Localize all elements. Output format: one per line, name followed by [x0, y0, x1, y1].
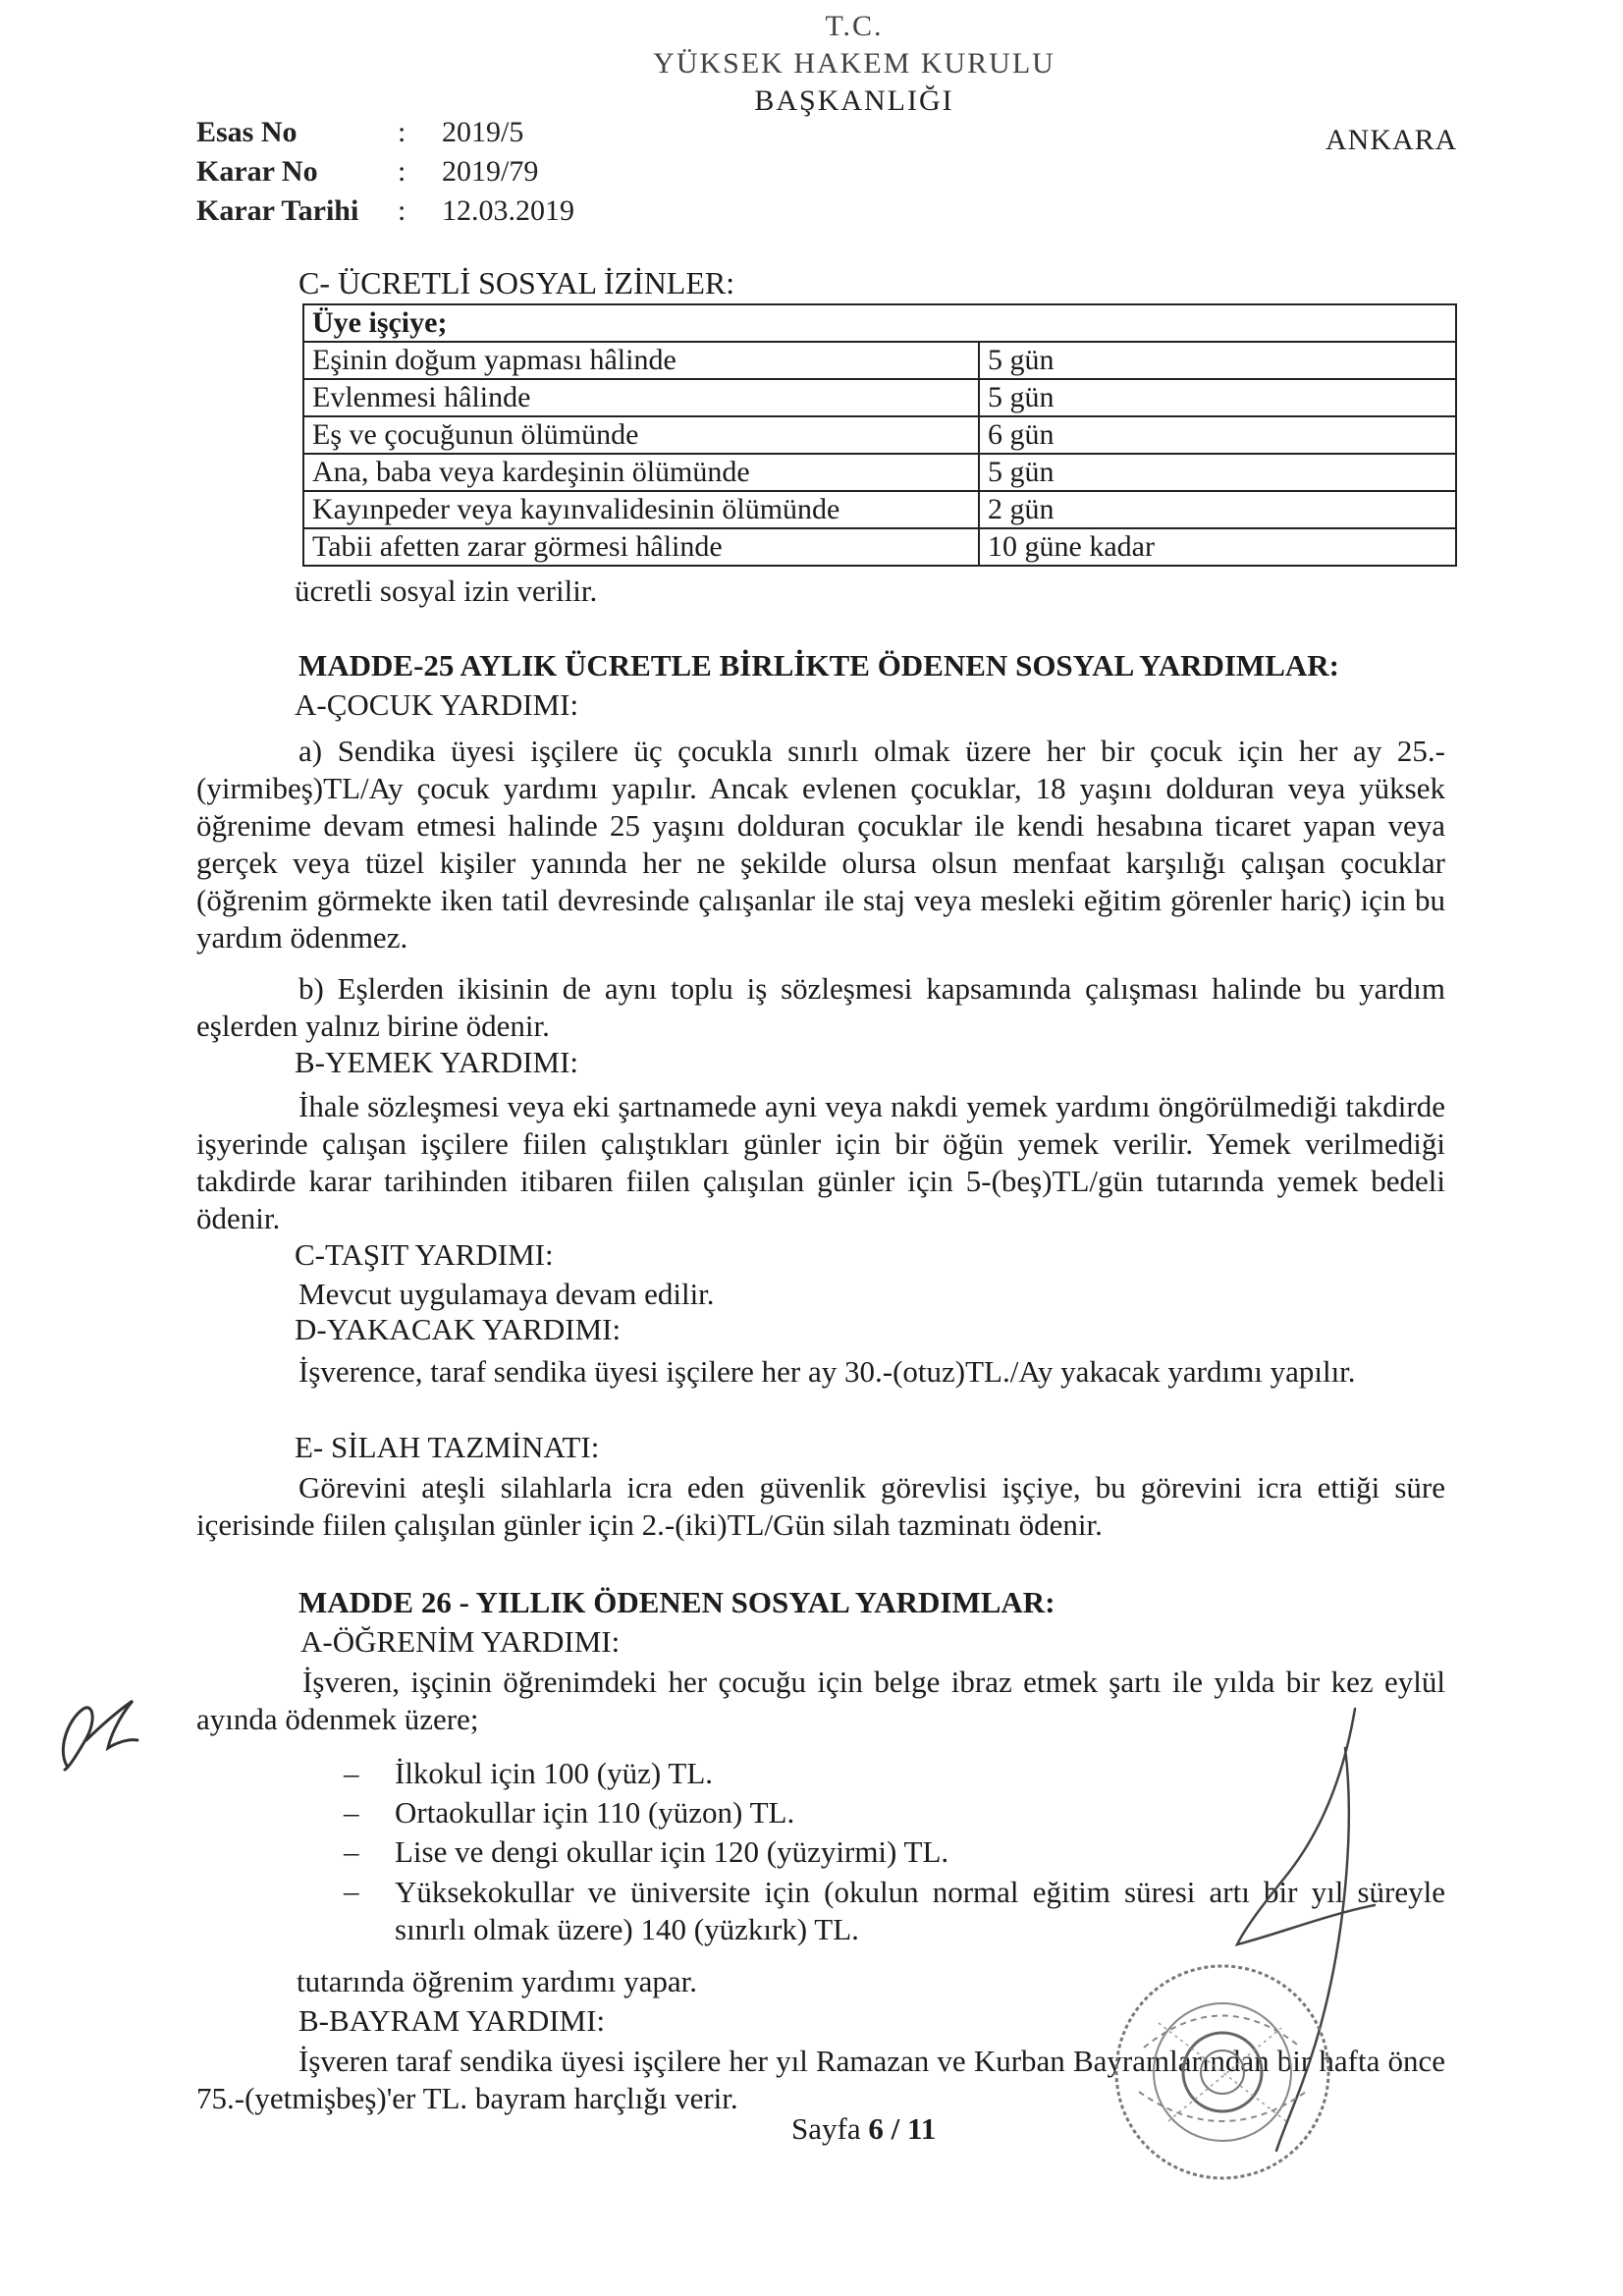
madde26-title: MADDE 26 - YILLIK ÖDENEN SOSYAL YARDIMLAR:	[298, 1585, 1055, 1619]
meta-colon: :	[398, 116, 406, 148]
table-header-cell: Üye işçiye;	[303, 304, 1456, 342]
madde26-a-intro: İşveren, işçinin öğrenimdeki her çocuğu için belge ibraz etmek şartı ile yılda bir kez eylül ayında ödenmek üzere;	[196, 1665, 1445, 1736]
madde26-b-p: İşveren taraf sendika üyesi işçilere her yıl Ramazan ve Kurban Bayramlarından bir hafta önce 75.-(yetmişbeş)'er TL. bayram harçlığı verir.	[196, 2044, 1445, 2115]
leave-event: Evlenmesi hâlinde	[303, 379, 979, 416]
list-dash: –	[344, 1834, 359, 1869]
section-c-footer: ücretli sosyal izin verilir.	[295, 574, 598, 608]
section-c-title: C- ÜCRETLİ SOSYAL İZİNLER:	[298, 265, 735, 301]
madde25-c-title: C-TAŞIT YARDIMI:	[295, 1237, 554, 1272]
madde25-c-p: Mevcut uygulamaya devam edilir.	[298, 1277, 715, 1311]
page-number	[791, 2111, 936, 2147]
list-dash: –	[344, 1874, 359, 1908]
list-dash: –	[344, 1795, 359, 1830]
meta-colon: :	[398, 194, 406, 227]
handwritten-initials	[39, 1689, 147, 1777]
madde26-a-title: A-ÖĞRENİM YARDIMI:	[300, 1624, 621, 1659]
meta-value: 2019/5	[442, 116, 524, 148]
meta-label: Karar Tarihi	[196, 194, 359, 227]
table-row	[303, 379, 1456, 416]
list-dash: –	[344, 1756, 359, 1790]
leave-days: 2 gün	[979, 491, 1456, 528]
header-institution: YÜKSEK HAKEM KURULU	[653, 47, 1055, 80]
meta-value: 2019/79	[442, 155, 539, 188]
leave-event: Eş ve çocuğunun ölümünde	[303, 416, 979, 454]
list-item-text: İlkokul için 100 (yüz) TL.	[395, 1756, 714, 1790]
table-row	[303, 416, 1456, 454]
list-item	[344, 1795, 795, 1831]
madde26-b-title: B-BAYRAM YARDIMI:	[298, 2003, 606, 2038]
page-separator: /	[883, 2111, 907, 2146]
table-row	[303, 342, 1456, 379]
meta-row-esas	[0, 116, 785, 155]
madde25-b-title: B-YEMEK YARDIMI:	[295, 1045, 579, 1079]
madde25-a-title: A-ÇOCUK YARDIMI:	[295, 687, 579, 722]
leave-event: Kayınpeder veya kayınvalidesinin ölümünde	[303, 491, 979, 528]
meta-row-karar	[0, 155, 785, 194]
list-item	[344, 1834, 949, 1870]
leave-days: 5 gün	[979, 342, 1456, 379]
leave-days: 10 güne kadar	[979, 528, 1456, 566]
leave-days: 6 gün	[979, 416, 1456, 454]
meta-row-tarih	[0, 194, 785, 234]
leave-event: Eşinin doğum yapması hâlinde	[303, 342, 979, 379]
leave-days: 5 gün	[979, 454, 1456, 491]
madde25-e-title: E- SİLAH TAZMİNATI:	[295, 1430, 600, 1464]
table-row	[303, 491, 1456, 528]
madde25-b-p: İhale sözleşmesi veya eki şartnamede ayni veya nakdi yemek yardımı öngörülmediği takdirde işyerinde çalışan işçilere fiilen çalıştıkları günler için bir öğün yemek verilir. Yemek verilmediği takdirde karar tarihinden itibaren fiilen çalışılan günler için 5-(beş)TL/gün tutarında yemek bedeli ödenir.	[196, 1089, 1445, 1235]
table-row	[303, 454, 1456, 491]
meta-label: Esas No	[196, 116, 298, 148]
leave-event: Tabii afetten zarar görmesi hâlinde	[303, 528, 979, 566]
list-item-text: Ortaokullar için 110 (yüzon) TL.	[395, 1795, 795, 1830]
madde25-d-p: İşverence, taraf sendika üyesi işçilere her ay 30.-(otuz)TL./Ay yakacak yardımı yapılır.	[298, 1354, 1356, 1389]
madde25-e-p: Görevini ateşli silahlarla icra eden güvenlik görevlisi işçiye, bu görevini icra ettiği süre içerisinde fiilen çalışılan günler için 2.-(iki)TL/Gün silah tazminatı ödenir.	[196, 1470, 1445, 1542]
madde25-d-title: D-YAKACAK YARDIMI:	[295, 1312, 622, 1346]
leave-table	[302, 303, 1457, 567]
page-current: 6	[868, 2111, 884, 2146]
official-stamp	[1100, 1954, 1345, 2190]
madde25-a-p1: a) Sendika üyesi işçilere üç çocukla sınırlı olmak üzere her bir çocuk için her ay 25.-(yirmibeş)TL/Ay çocuk yardımı yapılır. Ancak evlenen çocuklar, 18 yaşını dolduran veya yüksek öğrenime devam etmesi halinde 25 yaşını dolduran çocuklar ile kendi hesabına ticaret yapan veya gerçek veya tüzel kişiler yanında her ne şekilde olursa olsun menfaat karşılığı çalışan çocuklar (öğrenim görmekte iken tatil devresinde çalışanlar ile staj veya mesleki eğitim görenler hariç) için bu yardım ödenmez.	[196, 734, 1445, 955]
page-prefix: Sayfa	[791, 2111, 869, 2146]
madde26-a-footer: tutarında öğrenim yardımı yapar.	[297, 1964, 698, 1998]
table-header-row	[303, 304, 1456, 342]
list-item-text: Yüksekokullar ve üniversite için (okulun normal eğitim süresi artı bir yıl süreyle sınırlı olmak üzere) 140 (yüzkırk) TL.	[395, 1875, 1445, 1946]
city-label: ANKARA	[1325, 124, 1458, 156]
meta-value: 12.03.2019	[442, 194, 574, 227]
list-item	[344, 1756, 714, 1791]
meta-label: Karar No	[196, 155, 318, 188]
madde25-title: MADDE-25 AYLIK ÜCRETLE BİRLİKTE ÖDENEN SOSYAL YARDIMLAR:	[298, 648, 1339, 683]
header-tc: T.C.	[825, 10, 884, 42]
leave-days: 5 gün	[979, 379, 1456, 416]
header-presidency: BAŞKANLIĞI	[754, 84, 954, 117]
list-item-text: Lise ve dengi okullar için 120 (yüzyirmi) TL.	[395, 1834, 949, 1869]
leave-event: Ana, baba veya kardeşinin ölümünde	[303, 454, 979, 491]
page-total: 11	[906, 2111, 937, 2146]
table-row	[303, 528, 1456, 566]
meta-colon: :	[398, 155, 406, 188]
madde25-a-p2: b) Eşlerden ikisinin de aynı toplu iş sözleşmesi kapsamında çalışması halinde bu yardım eşlerden yalnız birine ödenir.	[196, 971, 1445, 1043]
